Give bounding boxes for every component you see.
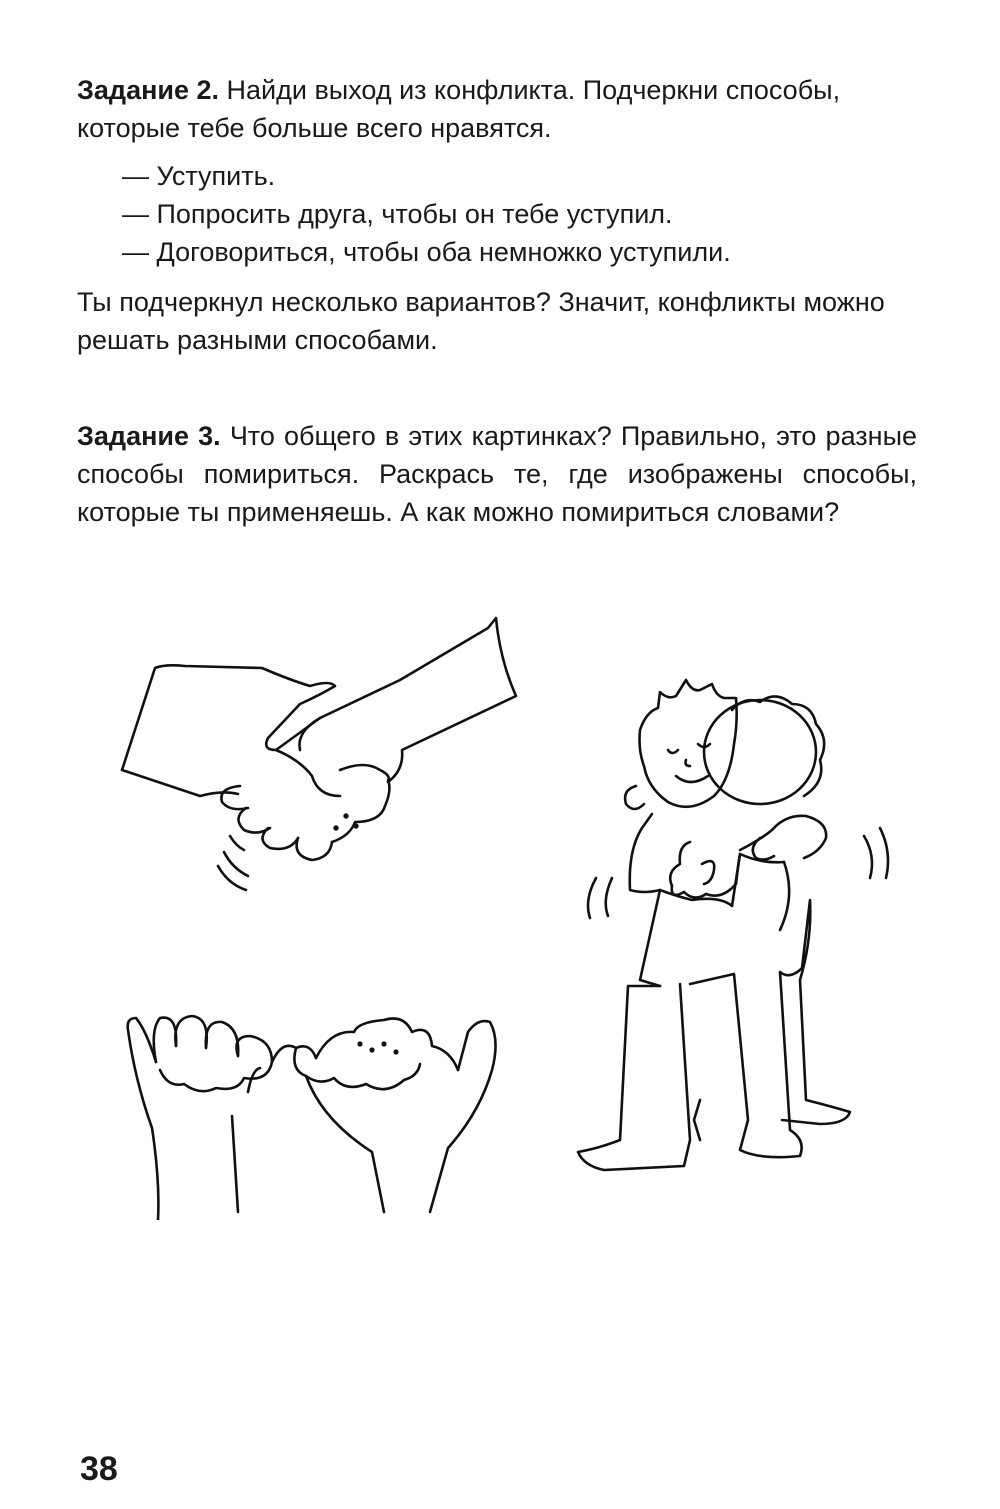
pinky-promise-illustration <box>128 1016 496 1220</box>
handshake-illustration <box>122 618 516 890</box>
task2-label: Задание 2. <box>77 75 220 105</box>
task2-text: Найди выход из конфликта. Подчеркни способы, которые тебе больше всего нравятся. <box>77 75 841 143</box>
option-compromise: — Договориться, чтобы оба немножко уступили. <box>122 237 731 267</box>
hugging-children-illustration <box>578 680 888 1170</box>
option-yield: — Уступить. <box>122 161 276 191</box>
page-number: 38 <box>80 1450 118 1488</box>
option-ask-friend: — Попросить друга, чтобы он тебе уступил. <box>122 199 673 229</box>
task3-paragraph <box>77 417 917 531</box>
task3-text: Что общего в этих картинках? Правильно, это разные способы помириться. Раскрась те, где изображены способы, которые ты применяешь. А как можно помириться словами? <box>77 421 917 527</box>
task3-label: Задание 3. <box>77 421 221 451</box>
task2-conclusion: Ты подчеркнул несколько вариантов? Значит, конфликты можно решать разными способами. <box>77 287 885 355</box>
task2-paragraph <box>77 71 917 147</box>
illustrations-area <box>0 600 1000 1220</box>
task2-options-list <box>122 157 731 271</box>
